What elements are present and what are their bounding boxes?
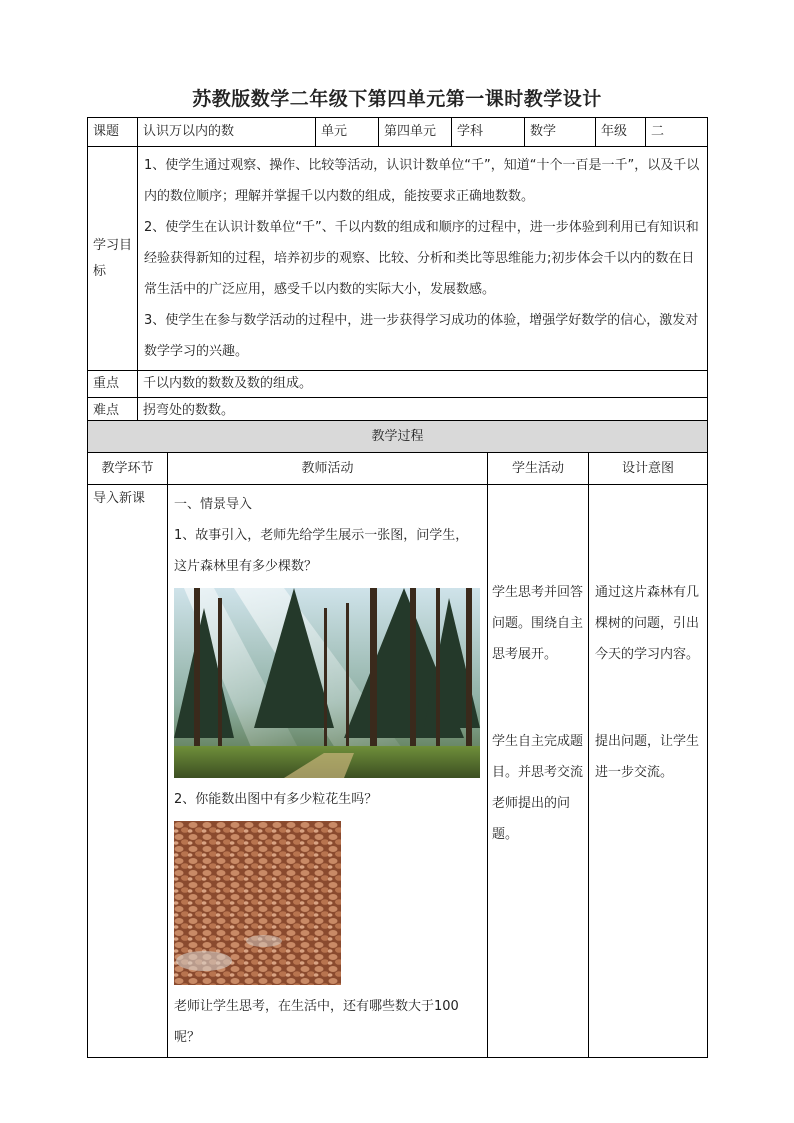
objective-item: 3、使学生在参与数学活动的过程中，进一步获得学习成功的体验，增强学好数学的信心，激发对数学学习的兴趣。 (144, 313, 699, 359)
objective-item: 1、使学生通过观察、操作、比较等活动，认识计数单位“千”，知道“十个一百是一千”，以及千以内的数位顺序；理解并掌握千以内数的组成，能按要求正确地数数。 (144, 158, 700, 204)
unit-label: 单元 (316, 118, 379, 147)
process-body-row (88, 485, 708, 1058)
teacher-step: 2、你能数出图中有多少粒花生吗？ (174, 792, 378, 807)
grade-value: 二 (646, 118, 708, 147)
teacher-step: 老师让学生思考，在生活中，还有哪些数大于100呢？ (174, 999, 459, 1045)
column-header: 教师活动 (168, 453, 488, 485)
design-intent (589, 485, 708, 1058)
objectives-content (138, 147, 708, 371)
grade-label: 年级 (596, 118, 646, 147)
subject-value: 数学 (525, 118, 596, 147)
subject-label: 学科 (452, 118, 525, 147)
peanuts-image (174, 821, 341, 985)
topic-row (88, 118, 708, 147)
key-points-label: 重点 (88, 371, 138, 398)
teacher-heading: 一、情景导入 (174, 497, 253, 512)
teacher-activity (168, 485, 488, 1058)
student-activity (488, 485, 589, 1058)
key-points-value: 千以内数的数数及数的组成。 (138, 371, 708, 398)
objectives-row (88, 147, 708, 371)
design-intent-text: 提出问题，让学生进一步交流。 (595, 734, 700, 780)
lesson-info-table (87, 117, 708, 425)
teaching-process-table (87, 420, 708, 1058)
student-activity-text: 学生思考并回答问题。围绕自主思考展开。 (492, 585, 584, 662)
difficulty-value: 拐弯处的数数。 (138, 398, 708, 425)
key-points-row (88, 371, 708, 398)
column-header: 学生活动 (488, 453, 589, 485)
topic-label: 课题 (88, 118, 138, 147)
column-header: 教学环节 (88, 453, 168, 485)
stage-name: 导入新课 (88, 485, 168, 1058)
forest-image (174, 588, 480, 778)
difficulty-label: 难点 (88, 398, 138, 425)
page-title: 苏教版数学二年级下第四单元第一课时教学设计 (192, 88, 602, 110)
process-title-row (88, 421, 708, 453)
objectives-label: 学习目标 (88, 147, 138, 371)
column-header: 设计意图 (589, 453, 708, 485)
design-intent-text: 通过这片森林有几棵树的问题，引出今天的学习内容。 (595, 585, 700, 662)
objective-item: 2、使学生在认识计数单位“千”、千以内数的组成和顺序的过程中，进一步体验到利用已有知识和经验获得新知的过程，培养初步的观察、比较、分析和类比等思维能力;初步体会千以内的数在日常生活中的广泛应用，感受千以内数的实际大小，发展数感。 (144, 220, 699, 297)
process-header-row (88, 453, 708, 485)
unit-value: 第四单元 (379, 118, 452, 147)
teacher-step: 1、故事引入，老师先给学生展示一张图，问学生，这片森林里有多少棵数？ (174, 528, 469, 574)
topic-value: 认识万以内的数 (138, 118, 316, 147)
process-section-title: 教学过程 (88, 421, 708, 453)
student-activity-text: 学生自主完成题目。并思考交流老师提出的问题。 (492, 734, 584, 842)
